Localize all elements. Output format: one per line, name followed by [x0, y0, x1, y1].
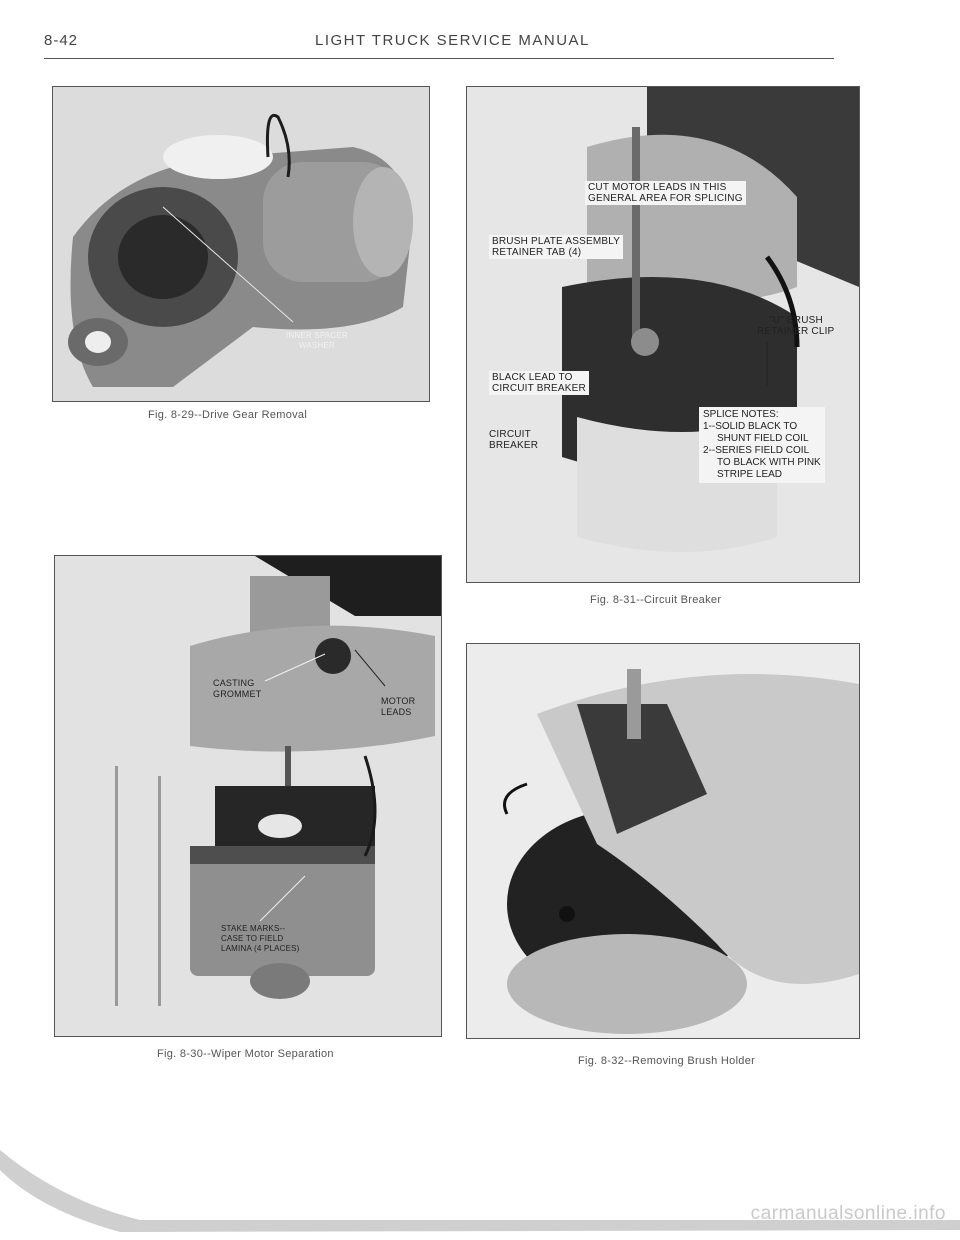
page-number: 8-42: [44, 32, 79, 49]
label-circuit-breaker: CIRCUIT BREAKER: [489, 429, 539, 451]
photo-brush-holder: [467, 644, 859, 1038]
caption-fig-8-32: Fig. 8-32--Removing Brush Holder: [578, 1055, 756, 1067]
label-cut-motor-leads: CUT MOTOR LEADS IN THIS GENERAL AREA FOR SPLICING: [585, 181, 746, 205]
caption-fig-8-29: Fig. 8-29--Drive Gear Removal: [148, 409, 308, 421]
photo-wiper-motor: [55, 556, 441, 1036]
watermark: carmanualsonline.info: [750, 1203, 946, 1224]
figure-wiper-motor-separation: [54, 555, 442, 1037]
label-motor-leads: MOTOR LEADS: [381, 696, 416, 717]
label-inner-spacer-washer: INNER SPACER WASHER: [286, 331, 348, 350]
splice-notes: SPLICE NOTES: 1--SOLID BLACK TO SHUNT FIELD COIL 2--SERIES FIELD COIL TO BLACK WITH PINK STRIPE LEAD: [699, 407, 825, 483]
label-brush-plate-assembly: BRUSH PLATE ASSEMBLY RETAINER TAB (4): [489, 235, 623, 259]
label-u-brush-retainer-clip: "U" BRUSH RETAINER CLIP: [757, 315, 835, 337]
figure-circuit-breaker: [466, 86, 860, 583]
photo-drive-gear: [53, 87, 429, 401]
label-black-lead: BLACK LEAD TO CIRCUIT BREAKER: [489, 371, 589, 395]
figure-removing-brush-holder: [466, 643, 860, 1039]
page-title: LIGHT TRUCK SERVICE MANUAL: [315, 32, 590, 49]
header-divider: [44, 58, 834, 59]
caption-fig-8-30: Fig. 8-30--Wiper Motor Separation: [157, 1048, 334, 1060]
figure-drive-gear-removal: [52, 86, 430, 402]
caption-fig-8-31: Fig. 8-31--Circuit Breaker: [590, 594, 722, 606]
label-casting-grommet: CASTING GROMMET: [213, 678, 262, 699]
label-stake-marks: STAKE MARKS-- CASE TO FIELD LAMINA (4 PLACES): [221, 924, 300, 953]
page-edge-shadow: [0, 1140, 960, 1240]
